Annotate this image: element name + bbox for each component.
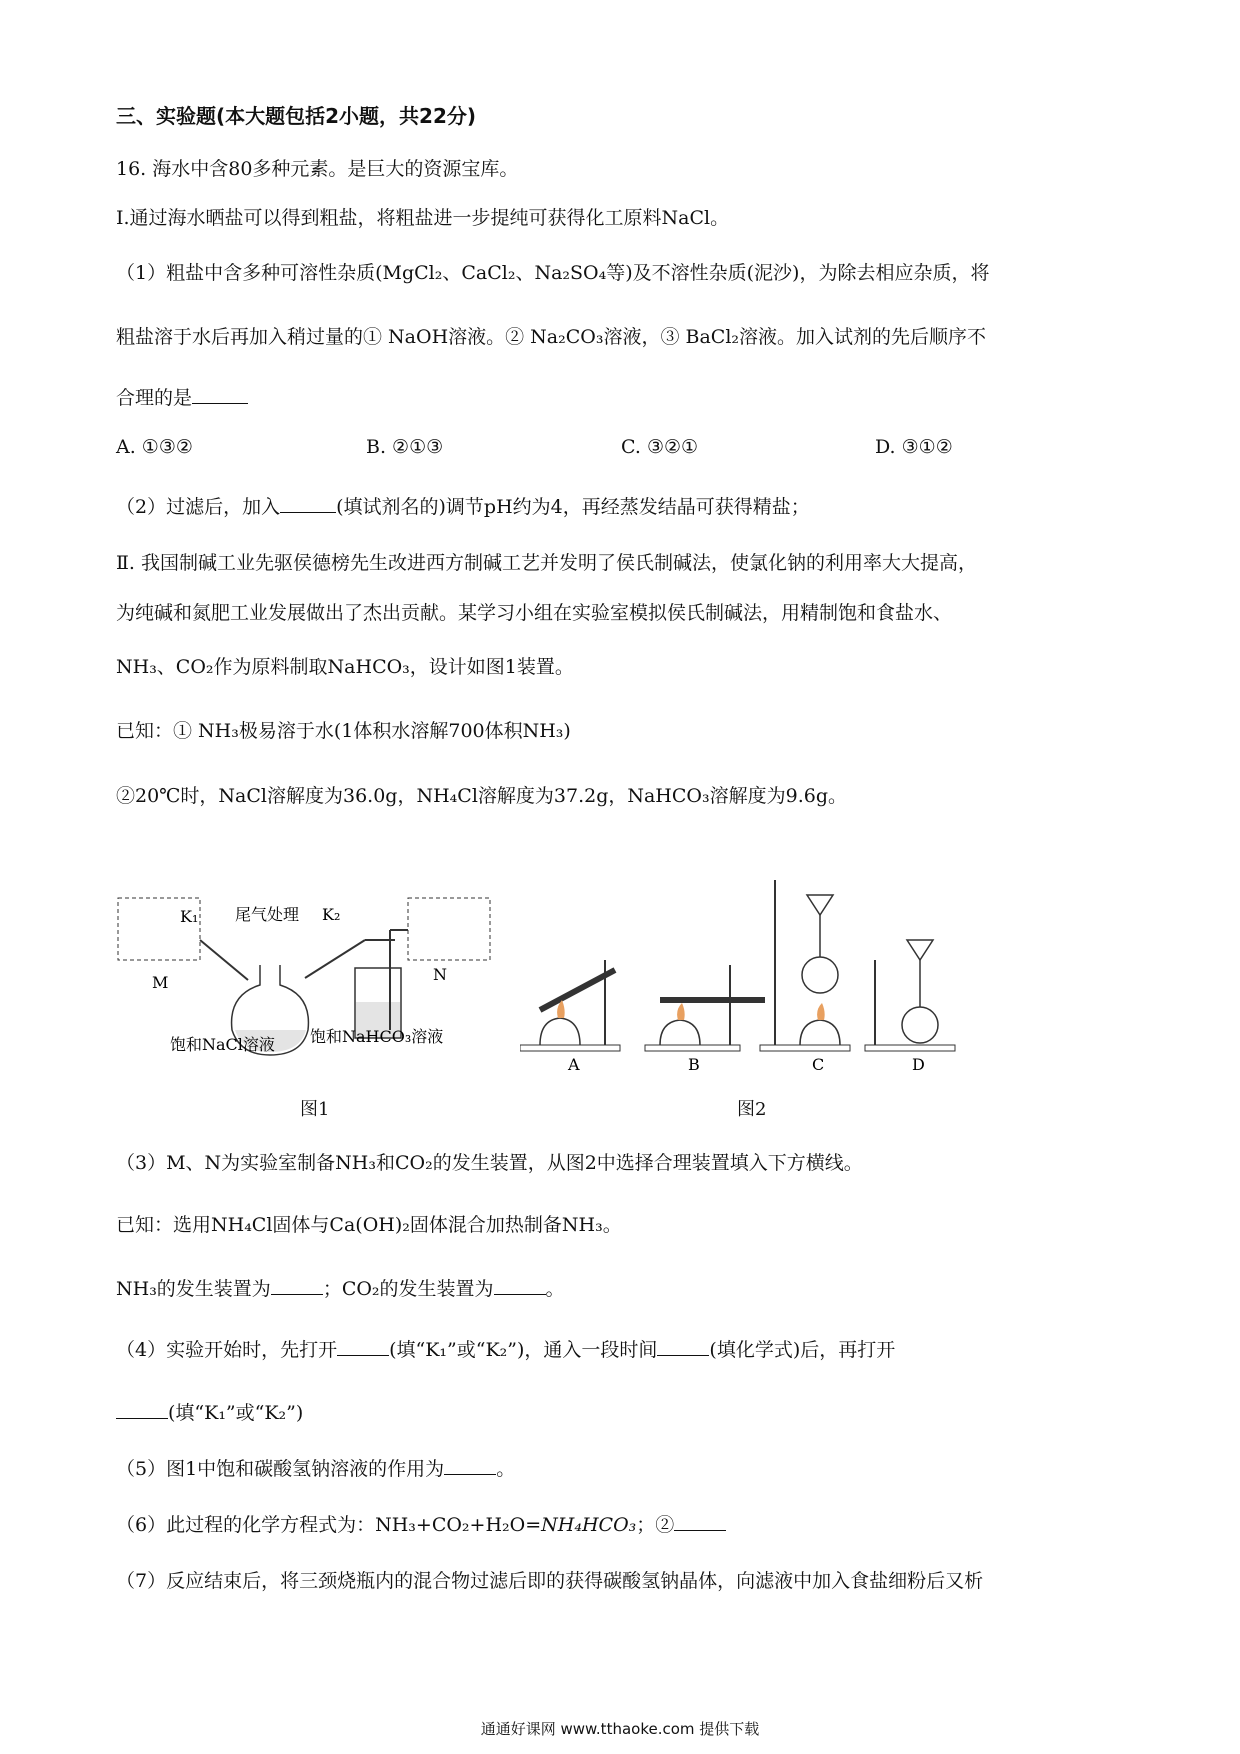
answer-blank xyxy=(192,385,248,404)
apparatus-d xyxy=(865,940,955,1051)
q4-line-1 xyxy=(116,1337,895,1362)
q4-part-1: （4）实验开始时，先打开 xyxy=(116,1339,338,1361)
q4-part-2: (填“K₁”或“K₂”)，通入一段时间 xyxy=(389,1339,658,1361)
label-k2: K₂ xyxy=(322,905,341,924)
answer-blank xyxy=(444,1456,496,1475)
answer-blank xyxy=(271,1276,323,1295)
figure-1-caption: 图1 xyxy=(300,1099,330,1120)
q5-line xyxy=(116,1456,515,1481)
label-m: M xyxy=(152,973,169,992)
label-nacl: 饱和NaCl溶液 xyxy=(170,1035,275,1054)
answer-blank xyxy=(116,1400,168,1419)
known-2: ②20℃时，NaCl溶解度为36.0g，NH₄Cl溶解度为37.2g，NaHCO₃溶解度为9.6g。 xyxy=(116,785,847,807)
part-2-line-3: NH₃、CO₂作为原料制取NaHCO₃，设计如图1装置。 xyxy=(116,656,574,678)
q1-line-2: 粗盐溶于水后再加入稍过量的① NaOH溶液。② Na₂CO₃溶液，③ BaCl₂溶液。加入试剂的先后顺序不 xyxy=(116,326,987,348)
q5-suffix: 。 xyxy=(496,1458,516,1480)
q5-prefix: （5）图1中饱和碳酸氢钠溶液的作用为 xyxy=(116,1458,445,1480)
label-b: B xyxy=(688,1055,700,1074)
label-nahco3: 饱和NaHCO₃溶液 xyxy=(310,1027,444,1046)
option-c: C. ③②① xyxy=(621,436,699,458)
q2-prefix: （2）过滤后，加入 xyxy=(116,496,281,518)
answer-blank xyxy=(674,1512,726,1531)
apparatus-b xyxy=(645,965,765,1051)
q3-end: 。 xyxy=(545,1278,565,1300)
q4-part-3: (填化学式)后，再打开 xyxy=(709,1339,896,1361)
answer-blank xyxy=(337,1337,389,1356)
option-b: B. ②①③ xyxy=(366,436,444,458)
q4-line-2 xyxy=(116,1400,303,1425)
apparatus-c xyxy=(760,880,850,1051)
apparatus-a xyxy=(520,960,620,1051)
part-2-line-2: 为纯碱和氮肥工业发展做出了杰出贡献。某学习小组在实验室模拟侯氏制碱法，用精制饱和食盐水、 xyxy=(116,602,953,624)
figure-2 xyxy=(520,840,970,1080)
known-1: 已知：① NH₃极易溶于水(1体积水溶解700体积NH₃) xyxy=(116,720,571,742)
label-a: A xyxy=(568,1055,580,1074)
q6-suffix: ；② xyxy=(636,1514,675,1536)
option-d: D. ③①② xyxy=(875,436,953,458)
q3-nh3: NH₃的发生装置为 xyxy=(116,1278,271,1300)
label-c: C xyxy=(812,1055,825,1074)
q6-prefix: （6）此过程的化学方程式为：NH₃+CO₂+H₂O= xyxy=(116,1514,542,1536)
part-1-intro: Ⅰ.通过海水晒盐可以得到粗盐，将粗盐进一步提纯可获得化工原料NaCl。 xyxy=(116,207,730,229)
box-n xyxy=(408,898,490,960)
q3-known: 已知：选用NH₄Cl固体与Ca(OH)₂固体混合加热制备NH₃。 xyxy=(116,1214,622,1236)
answer-blank xyxy=(280,494,336,513)
answer-blank xyxy=(494,1276,546,1295)
figure-1 xyxy=(110,890,500,1075)
section-heading: 三、实验题(本大题包括2小题，共22分) xyxy=(116,104,477,128)
q1-line-1: （1）粗盐中含多种可溶性杂质(MgCl₂、CaCl₂、Na₂SO₄等)及不溶性杂质(泥沙)，为除去相应杂质，将 xyxy=(116,262,990,284)
page-footer: 通通好课网 www.tthaoke.com 提供下载 xyxy=(480,1720,760,1738)
q6-product: NH₄HCO₃ xyxy=(541,1514,637,1536)
label-n: N xyxy=(433,965,447,984)
label-k1: K₁ xyxy=(180,907,199,926)
q3-blanks xyxy=(116,1276,565,1301)
answer-blank xyxy=(657,1337,709,1356)
part-2-line-1: Ⅱ. 我国制碱工业先驱侯德榜先生改进西方制碱工艺并发明了侯氏制碱法，使氯化钠的利用率大大提高， xyxy=(116,552,977,574)
q2-line xyxy=(116,494,810,519)
q2-suffix: (填试剂名的)调节pH约为4，再经蒸发结晶可获得精盐； xyxy=(336,496,810,518)
figure-2-caption: 图2 xyxy=(737,1099,767,1120)
q4-line-2-text: (填“K₁”或“K₂”) xyxy=(168,1402,304,1424)
q3-line-1: （3）M、N为实验室制备NH₃和CO₂的发生装置，从图2中选择合理装置填入下方横线。 xyxy=(116,1152,863,1174)
label-tail-gas: 尾气处理 xyxy=(235,905,300,924)
q1-line-3-text: 合理的是 xyxy=(116,387,193,409)
q7-line: （7）反应结束后，将三颈烧瓶内的混合物过滤后即的获得碳酸氢钠晶体，向滤液中加入食盐细粉后又析 xyxy=(116,1570,984,1592)
q6-line xyxy=(116,1512,726,1537)
option-a: A. ①③② xyxy=(116,436,193,458)
q1-line-3 xyxy=(116,385,248,410)
question-16-intro: 16. 海水中含80多种元素。是巨大的资源宝库。 xyxy=(116,158,519,180)
label-d: D xyxy=(912,1055,925,1074)
q3-co2: ；CO₂的发生装置为 xyxy=(322,1278,494,1300)
